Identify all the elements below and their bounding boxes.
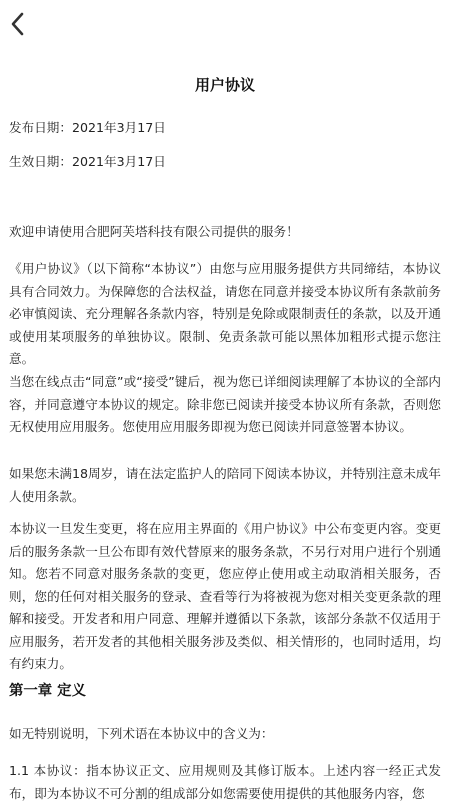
consent-paragraph: 当您在线点击“同意”或“接受”键后，视为您已详细阅读理解了本协议的全部内容，并同意遵守本协议的规定。除非您已阅读并接受本协议所有条款，否则您无权使用应用服务。您使用应用服务即视为您已阅读并同意签署本协议。 xyxy=(9,374,441,434)
minor-paragraph: 如果您未满18周岁，请在法定监护人的陪同下阅读本协议，并特别注意未成年人使用条款。 xyxy=(9,466,441,504)
changes-paragraph: 本协议一旦发生变更，将在应用主界面的《用户协议》中公布变更内容。变更后的服务条款一旦公布即有效代替原来的服务条款，不另行对用户进行个别通知。您若不同意对服务条款的变更，您应停止使用或主动取消相关服务，否则，您的任何对相关服务的登录、查看等行为将被视为您对相关变更条款的理解和接受。开发者和用户同意、理解并遵循以下条款，该部分条款不仅适用于应用服务，若开发者的其他相关服务涉及类似、相关情形的，也同时适用，均有约束力。 xyxy=(9,521,441,671)
top-nav-bar xyxy=(0,0,450,50)
page-title: 用户协议 xyxy=(194,76,255,94)
welcome-paragraph: 欢迎申请使用合肥阿芙塔科技有限公司提供的服务！ xyxy=(9,224,299,239)
effective-date: 生效日期：2021年3月17日 xyxy=(9,154,166,169)
back-button[interactable] xyxy=(2,8,34,40)
clause-1-1: 1.1 本协议：指本协议正文、应用规则及其修订版本。上述内容一经正式发布，即为本协议不可分割的组成部分如您需要使用提供的其他服务内容，您 xyxy=(9,763,441,801)
chevron-left-icon xyxy=(8,10,28,38)
release-date: 发布日期：2021年3月17日 xyxy=(9,120,166,135)
chapter-heading: 第一章 定义 xyxy=(9,683,86,699)
agreement-intro-paragraph: 《用户协议》（以下简称“本协议”）由您与应用服务提供方共同缔结，本协议具有合同效力。为保障您的合法权益，请您在同意并接受本协议所有条款前务必审慎阅读、充分理解各条款内容，特别是免除或限制责任的条款，以及开通或使用某项服务的单独协议。限制、免责条款可能以黑体加粗形式提示您注意。 xyxy=(9,261,441,366)
chapter-intro: 如无特别说明，下列术语在本协议中的含义为： xyxy=(9,726,274,741)
